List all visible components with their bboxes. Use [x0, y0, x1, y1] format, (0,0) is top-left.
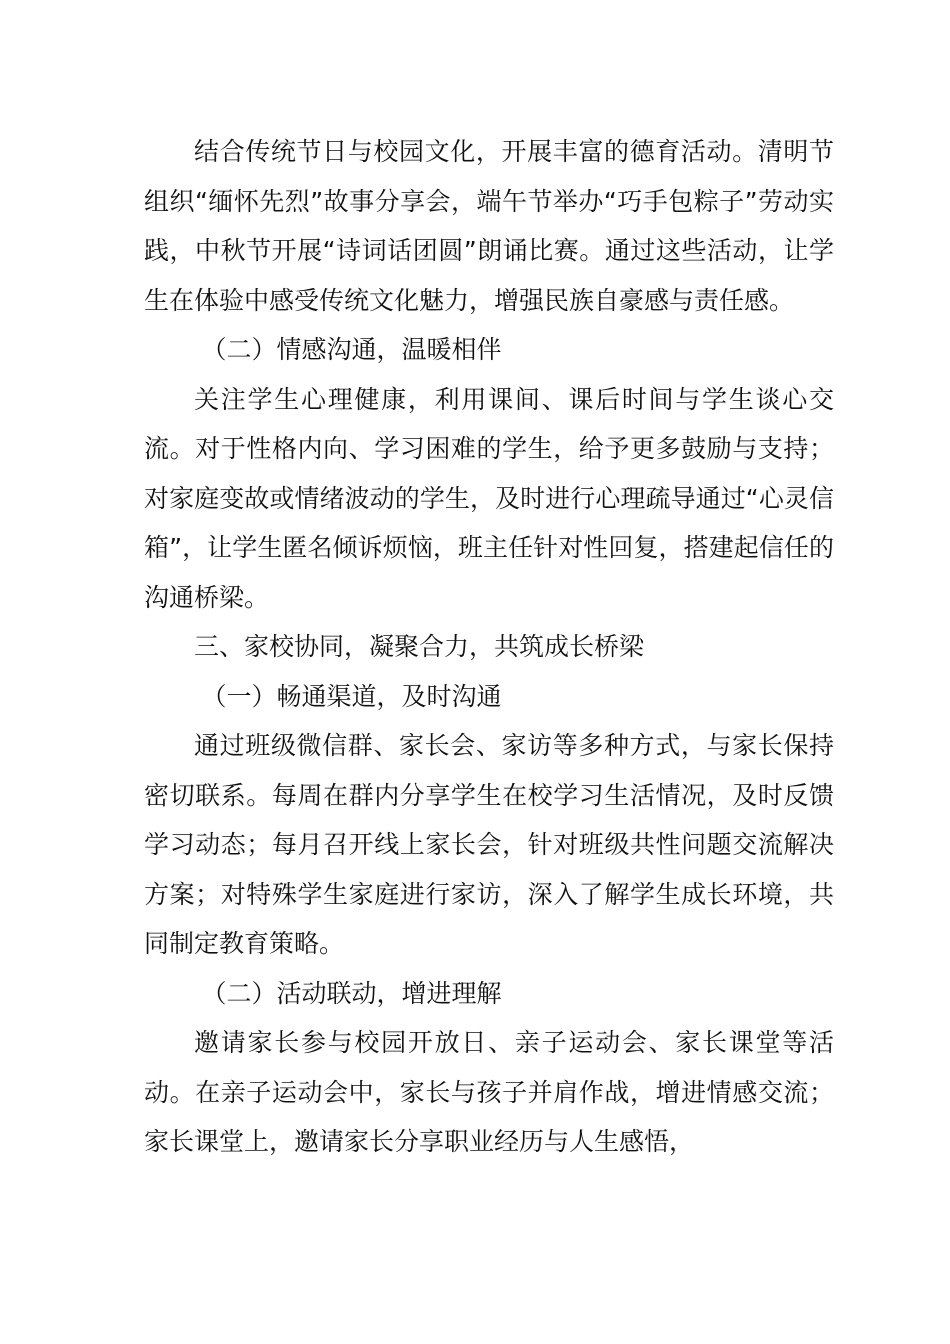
document-body — [144, 127, 834, 1167]
paragraph-festival-activities: 结合传统节日与校园文化，开展丰富的德育活动。清明节组织“缅怀先烈”故事分享会，端午节举办“巧手包粽子”劳动实践，中秋节开展“诗词话团圆”朗诵比赛。通过这些活动，让学生在体验中感受传统文化魅力，增强民族自豪感与责任感。 — [144, 137, 834, 315]
subheading-activity-linkage: （二）活动联动，增进理解 — [201, 978, 502, 1008]
paragraph-communication-methods: 通过班级微信群、家长会、家访等多种方式，与家长保持密切联系。每周在群内分享学生在校学习生活情况，及时反馈学习动态；每月召开线上家长会，针对班级共性问题交流解决方案；对特殊学生家庭进行家访，深入了解学生成长环境，共同制定教育策略。 — [144, 731, 834, 958]
paragraph-mental-health: 关注学生心理健康，利用课间、课后时间与学生谈心交流。对于性格内向、学习困难的学生，给予更多鼓励与支持；对家庭变故或情绪波动的学生，及时进行心理疏导通过“心灵信箱”，让学生匿名倾诉烦恼，班主任针对性回复，搭建起信任的沟通桥梁。 — [144, 384, 834, 612]
subheading-open-channels: （一）畅通渠道，及时沟通 — [201, 681, 502, 711]
subheading-emotional-communication: （二）情感沟通，温暖相伴 — [201, 335, 502, 364]
paragraph-parent-activities: 邀请家长参与校园开放日、亲子运动会、家长课堂等活动。在亲子运动会中，家长与孩子并肩作战，增进情感交流；家长课堂上，邀请家长分享职业经历与人生感悟， — [144, 1028, 834, 1156]
heading-home-school-cooperation: 三、家校协同，凝聚合力，共筑成长桥梁 — [194, 632, 645, 661]
